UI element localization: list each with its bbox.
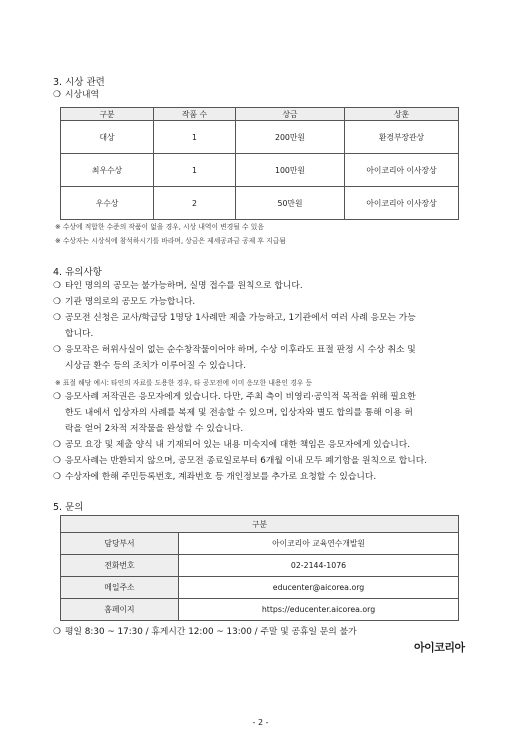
- notice-text: 타인 명의의 공모는 불가능하며, 실명 접수를 원칙으로 합니다.: [65, 281, 303, 291]
- table-row: [61, 187, 459, 220]
- circle-bullet-icon: ❍: [53, 627, 61, 637]
- notice-line: [53, 389, 416, 405]
- section-3-subtitle: [53, 87, 99, 103]
- awards-table-header: [61, 108, 459, 121]
- notice-text: 응모작은 허위사실이 없는 순수창작물이어야 하며, 수상 이후라도 표절 판정 시 수상 취소 및: [65, 345, 416, 355]
- notice-line: [53, 358, 246, 374]
- contact-table: [60, 515, 459, 621]
- notice-line: [53, 278, 303, 294]
- header-category: 구분: [61, 108, 154, 121]
- notice-line: [53, 326, 93, 342]
- table-cell: 아이코리아 이사장상: [345, 187, 459, 220]
- table-row: [61, 599, 459, 621]
- table-row: [61, 577, 459, 599]
- header-category: 구분: [61, 516, 459, 533]
- table-cell: 100만원: [236, 154, 345, 187]
- contact-hours: [53, 624, 357, 640]
- circle-bullet-icon: ❍: [53, 345, 61, 355]
- notice-text: 한도 내에서 입상자의 사례를 복제 및 전송할 수 있으며, 입상자와 별도 합의를 통해 이용 허: [65, 408, 413, 418]
- homepage-link[interactable]: https://educenter.aicorea.org: [179, 599, 459, 621]
- page-number: - 2 -: [252, 718, 269, 727]
- section-3-title: 3. 시상 관련: [53, 77, 105, 88]
- notice-text: 락을 얻어 2차적 저작물을 완성할 수 있습니다.: [65, 424, 244, 434]
- awards-note: ※ 수상에 적합한 수준의 작품이 없을 경우, 시상 내역이 변경될 수 있음: [55, 223, 264, 231]
- table-cell: 아이코리아 이사장상: [345, 154, 459, 187]
- awards-note: ※ 수상자는 시상식에 참석하시기를 바라며, 상금은 제세공과금 공제 후 지급됨: [55, 237, 286, 245]
- table-cell: 1: [154, 154, 236, 187]
- notice-text: 시상금 환수 등의 조치가 이루어질 수 있습니다.: [65, 361, 247, 371]
- table-cell: 최우수상: [61, 154, 154, 187]
- circle-bullet-icon: ❍: [53, 90, 61, 100]
- row-label: 전화번호: [61, 555, 179, 577]
- table-cell: 200만원: [236, 121, 345, 154]
- table-cell: 환경부장관상: [345, 121, 459, 154]
- header-count: 작품 수: [154, 108, 236, 121]
- plagiarism-note: ※ 표절 해당 예시: 타인의 자료를 도용한 경우, 타 공모전에 이미 응모한 내용인 경우 등: [55, 379, 313, 387]
- notice-line: [53, 453, 427, 469]
- notice-line: [53, 342, 416, 358]
- notice-line: [53, 421, 243, 437]
- circle-bullet-icon: ❍: [53, 456, 61, 466]
- table-cell: 50만원: [236, 187, 345, 220]
- circle-bullet-icon: ❍: [53, 472, 61, 482]
- notice-text: 공모전 신청은 교사/학급당 1명당 1사례만 제출 가능하고, 1기관에서 여러 사례 응모는 가능: [65, 313, 416, 323]
- table-cell: 대상: [61, 121, 154, 154]
- row-label: 담당부서: [61, 533, 179, 555]
- row-label: 홈페이지: [61, 599, 179, 621]
- contact-table-header: [61, 516, 459, 533]
- logo: 아이코리아: [414, 641, 465, 654]
- email-link[interactable]: educenter@aicorea.org: [179, 577, 459, 599]
- notice-text: 공모 요강 및 제출 양식 내 기재되어 있는 내용 미숙지에 대한 책임은 응모자에게 있습니다.: [65, 440, 411, 450]
- table-cell: 2: [154, 187, 236, 220]
- section-5-title: 5. 문의: [53, 502, 84, 513]
- table-cell: 1: [154, 121, 236, 154]
- notice-line: [53, 405, 413, 421]
- subtitle-text: 시상내역: [65, 90, 99, 100]
- notice-text: 응모사례 저작권은 응모자에게 있습니다. 다만, 주최 측이 비영리·공익적 목적을 위해 필요한: [65, 392, 416, 402]
- circle-bullet-icon: ❍: [53, 392, 61, 402]
- notice-line: [53, 310, 416, 326]
- table-cell: 우수상: [61, 187, 154, 220]
- table-row: [61, 555, 459, 577]
- table-row: [61, 154, 459, 187]
- awards-table: [60, 107, 459, 220]
- notice-line: [53, 437, 410, 453]
- circle-bullet-icon: ❍: [53, 440, 61, 450]
- circle-bullet-icon: ❍: [53, 313, 61, 323]
- notice-text: 기관 명의로의 공모도 가능합니다.: [65, 297, 196, 307]
- header-honor: 상훈: [345, 108, 459, 121]
- header-prize: 상금: [236, 108, 345, 121]
- hours-text: 평일 8:30 ~ 17:30 / 휴게시간 12:00 ~ 13:00 / 주말 및 공휴일 문의 불가: [65, 627, 357, 637]
- row-label: 메일주소: [61, 577, 179, 599]
- section-4-title: 4. 유의사항: [53, 267, 102, 278]
- circle-bullet-icon: ❍: [53, 281, 61, 291]
- notice-text: 응모사례는 반환되지 않으며, 공모전 종료일로부터 6개월 이내 모두 폐기함을 원칙으로 합니다.: [65, 456, 428, 466]
- table-row: [61, 121, 459, 154]
- notice-text: 합니다.: [65, 329, 94, 339]
- notice-line: [53, 469, 376, 485]
- table-row: [61, 533, 459, 555]
- notice-line: [53, 294, 195, 310]
- row-value: 02-2144-1076: [179, 555, 459, 577]
- circle-bullet-icon: ❍: [53, 297, 61, 307]
- row-value: 아이코리아 교육연수개발원: [179, 533, 459, 555]
- notice-text: 수상자에 한해 주민등록번호, 계좌번호 등 개인정보를 추가로 요청할 수 있습니다.: [65, 472, 377, 482]
